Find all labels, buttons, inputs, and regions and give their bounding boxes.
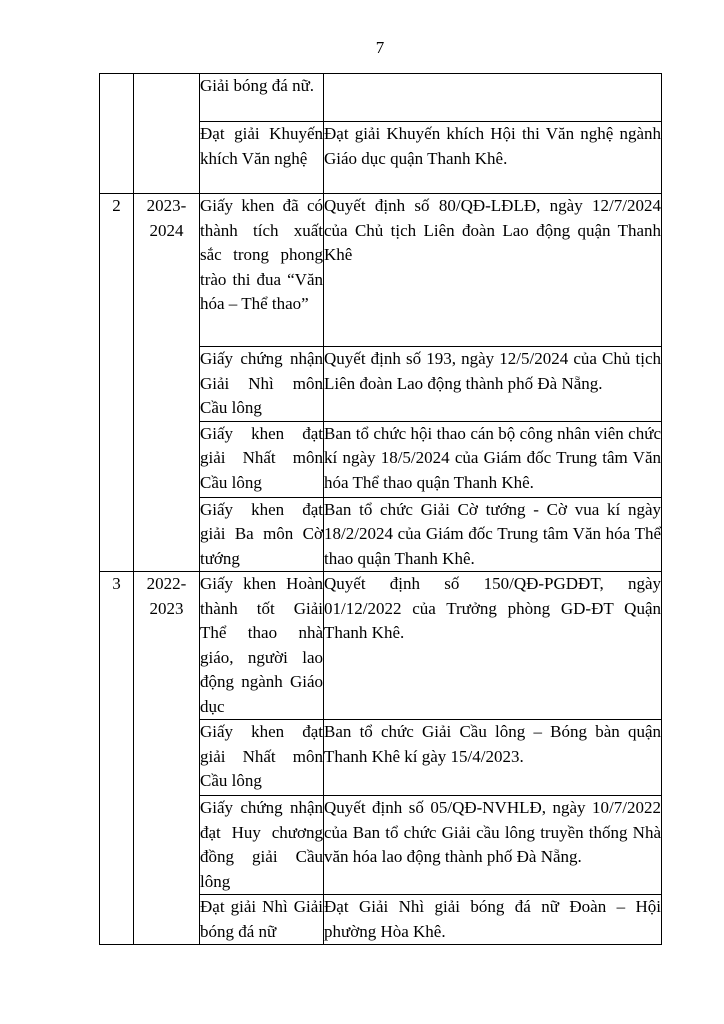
award-details-cell: Quyết định số 80/QĐ-LĐLĐ, ngày 12/7/2024 của Chủ tịch Liên đoàn Lao động quận Thanh Khê	[324, 194, 662, 347]
award-title-cell: Giấy khen đạt giải Nhất môn Cầu lông	[200, 720, 324, 796]
award-details-cell: Đạt giải Khuyến khích Hội thi Văn nghệ ngành Giáo dục quận Thanh Khê.	[324, 122, 662, 194]
table-row	[100, 194, 662, 347]
table-row	[100, 572, 662, 720]
school-year-cell	[134, 74, 200, 194]
award-title-cell: Giấy chứng nhận Giải Nhì môn Cầu lông	[200, 347, 324, 422]
award-details-cell: Quyết định số 05/QĐ-NVHLĐ, ngày 10/7/2022 của Ban tổ chức Giải cầu lông truyền thống Nhà văn hóa lao động thành phố Đà Nẵng.	[324, 796, 662, 895]
award-details-cell: Ban tổ chức Giải Cầu lông – Bóng bàn quận Thanh Khê kí gày 15/4/2023.	[324, 720, 662, 796]
award-title-cell: Đạt giải Nhì Giải bóng đá nữ	[200, 895, 324, 945]
row-number-cell: 3	[100, 572, 134, 945]
awards-table	[99, 73, 662, 945]
award-details-cell: Ban tổ chức Giải Cờ tướng - Cờ vua kí ngày 18/2/2024 của Giám đốc Trung tâm Văn hóa Thể thao quận Thanh Khê.	[324, 497, 662, 572]
award-title-cell: Giấy chứng nhận đạt Huy chương đồng giải Cầu lông	[200, 796, 324, 895]
school-year-cell: 2022-2023	[134, 572, 200, 945]
award-title-cell: Giấy khen đạt giải Ba môn Cờ tướng	[200, 497, 324, 572]
school-year-cell: 2023-2024	[134, 194, 200, 572]
table-row	[100, 74, 662, 122]
award-details-cell: Quyết định số 150/QĐ-PGDĐT, ngày 01/12/2022 của Trưởng phòng GD-ĐT Quận Thanh Khê.	[324, 572, 662, 720]
award-title-cell: Giấy khen đạt giải Nhất môn Cầu lông	[200, 421, 324, 497]
row-number-cell	[100, 74, 134, 194]
awards-table-body	[100, 74, 662, 945]
page-number: 7	[375, 38, 385, 57]
award-title-cell: Giấy khen đã có thành tích xuất sắc trong phong trào thi đua “Văn hóa – Thể thao”	[200, 194, 324, 347]
award-details-cell	[324, 74, 662, 122]
award-details-cell: Đạt Giải Nhì giải bóng đá nữ Đoàn – Hội phường Hòa Khê.	[324, 895, 662, 945]
row-number-cell: 2	[100, 194, 134, 572]
award-title-cell: Đạt giải Khuyến khích Văn nghệ	[200, 122, 324, 194]
award-title-cell: Giấy khen Hoàn thành tốt Giải Thể thao nhà giáo, người lao động ngành Giáo dục	[200, 572, 324, 720]
award-title-cell: Giải bóng đá nữ.	[200, 74, 324, 122]
award-details-cell: Quyết định số 193, ngày 12/5/2024 của Chủ tịch Liên đoàn Lao động thành phố Đà Nẵng.	[324, 347, 662, 422]
award-details-cell: Ban tổ chức hội thao cán bộ công nhân viên chức kí ngày 18/5/2024 của Giám đốc Trung tâm Văn hóa Thể thao quận Thanh Khê.	[324, 421, 662, 497]
